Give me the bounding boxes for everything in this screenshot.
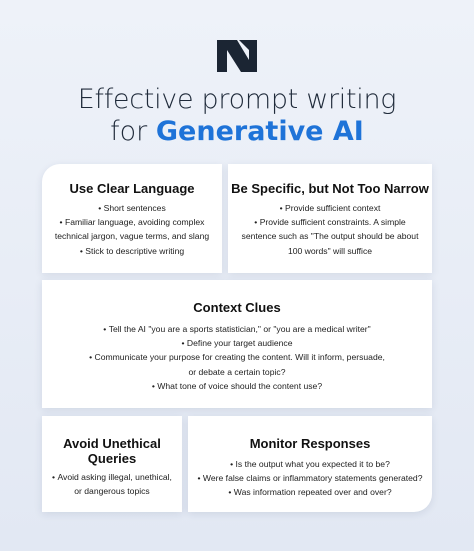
list-item: • Avoid asking illegal, unethical,	[42, 470, 182, 484]
card-title: Be Specific, but Not Too Narrow	[231, 181, 429, 196]
card-monitor-responses	[188, 416, 432, 512]
list-item: • Stick to descriptive writing	[42, 244, 222, 258]
bullet-list	[228, 201, 432, 258]
card-use-clear-language	[42, 164, 222, 273]
card-title: Use Clear Language	[69, 181, 195, 196]
card-title: Monitor Responses	[249, 436, 371, 451]
list-item: • What tone of voice should the content use?	[42, 379, 432, 393]
bullet-list	[42, 201, 222, 258]
card-title: Context Clues	[193, 300, 281, 315]
list-item-continuation: or debate a certain topic?	[188, 366, 286, 377]
list-item: • Was information repeated over and over?	[188, 485, 432, 499]
bullet-list	[42, 470, 182, 498]
card-title-line2: Queries	[87, 451, 137, 466]
list-item-continuation: 100 words" will suffice	[287, 245, 373, 256]
bullet-list	[188, 457, 432, 500]
list-item: • Communicate your purpose for creating the content. Will it inform, persuade,	[42, 350, 432, 364]
card-title	[42, 436, 182, 466]
title-prefix: for	[110, 116, 148, 147]
list-item: • Is the output what you expected it to be?	[188, 457, 432, 471]
card-avoid-unethical-queries	[42, 416, 182, 512]
list-item: • Provide sufficient context	[228, 201, 432, 215]
title-highlight: Generative AI	[155, 116, 364, 147]
list-item-continuation: or dangerous topics	[74, 486, 150, 497]
list-item: • Familiar language, avoiding complex	[42, 215, 222, 229]
page-title-line1: Effective prompt writing	[77, 84, 397, 115]
brand-logo-icon	[213, 36, 261, 76]
list-item: • Tell the AI "you are a sports statistician," or "you are a medical writer"	[42, 322, 432, 336]
card-title-line1: Avoid Unethical	[63, 436, 161, 451]
card-be-specific	[228, 164, 432, 273]
list-item-continuation: sentence such as "The output should be about	[241, 231, 419, 242]
page-title-line2	[0, 116, 474, 148]
list-item-continuation: technical jargon, vague terms, and slang	[54, 231, 210, 242]
list-item: • Short sentences	[42, 201, 222, 215]
card-context-clues	[42, 280, 432, 408]
bullet-list	[42, 322, 432, 393]
list-item: • Provide sufficient constraints. A simple	[228, 215, 432, 229]
list-item: • Define your target audience	[42, 336, 432, 350]
list-item: • Were false claims or inflammatory statements generated?	[188, 471, 432, 485]
